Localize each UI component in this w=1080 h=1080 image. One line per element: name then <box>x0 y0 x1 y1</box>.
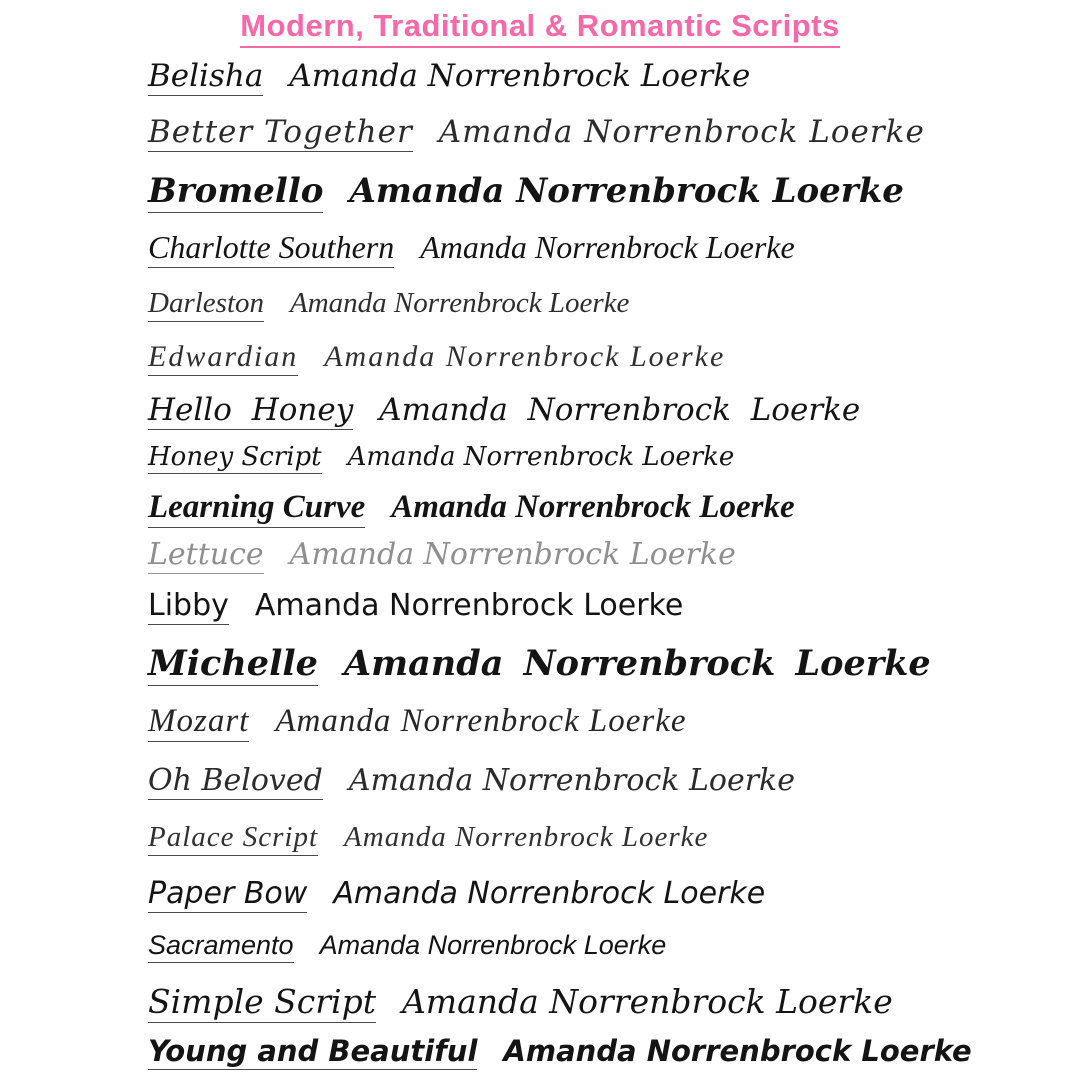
sample-text: Amanda Norrenbrock Loerke <box>347 442 735 472</box>
font-row-palace-script <box>148 821 1048 876</box>
sample-text: Amanda Norrenbrock Loerke <box>349 171 904 211</box>
sample-text: Amanda Norrenbrock Loerke <box>438 114 925 150</box>
font-name: Hello Honey <box>148 392 354 428</box>
font-name: Honey Script <box>148 442 322 472</box>
font-name: Edwardian <box>148 340 298 376</box>
sample-text: Amanda Norrenbrock Loerke <box>348 763 795 798</box>
font-row-michelle <box>148 643 1048 703</box>
page-title: Modern, Traditional & Romantic Scripts <box>240 8 839 48</box>
font-name: Lettuce <box>148 537 264 572</box>
font-name: Palace Script <box>148 821 318 856</box>
sample-text: Amanda Norrenbrock Loerke <box>289 537 736 572</box>
font-row-belisha <box>148 58 1048 114</box>
font-row-charlotte-southern <box>148 229 1048 287</box>
font-row-sacramento <box>148 930 1048 982</box>
font-row-darleston <box>148 287 1048 340</box>
font-name: Michelle <box>148 643 318 684</box>
font-row-libby <box>148 588 1048 643</box>
font-row-lettuce <box>148 537 1048 588</box>
font-name: Better Together <box>148 114 413 150</box>
sample-text: Amanda Norrenbrock Loerke <box>289 58 751 94</box>
font-row-oh-beloved <box>148 763 1048 821</box>
sample-text: Amanda Norrenbrock Loerke <box>420 229 795 265</box>
font-name: Libby <box>148 588 229 623</box>
title-wrap <box>0 0 1080 48</box>
font-name: Sacramento <box>148 930 294 963</box>
font-row-mozart <box>148 703 1048 763</box>
font-row-honey-script <box>148 442 1048 489</box>
sample-text: Amanda Norrenbrock Loerke <box>319 930 667 960</box>
sample-text: Amanda Norrenbrock Loerke <box>275 703 687 739</box>
sample-text: Amanda Norrenbrock Loerke <box>290 287 630 319</box>
font-row-better-together <box>148 114 1048 171</box>
font-row-learning-curve <box>148 489 1048 537</box>
font-name: Young and Beautiful <box>148 1034 478 1068</box>
sample-text: Amanda Norrenbrock Loerke <box>324 340 726 373</box>
font-name: Belisha <box>148 58 264 94</box>
font-name: Simple Script <box>148 982 376 1021</box>
sample-text: Amanda Norrenbrock Loerke <box>401 982 893 1021</box>
font-row-simple-script <box>148 982 1048 1034</box>
sample-text: Amanda Norrenbrock Loerke <box>344 821 709 853</box>
font-name: Mozart <box>148 703 249 742</box>
font-name: Charlotte Southern <box>148 229 394 268</box>
font-row-young-and-beautiful <box>148 1034 1048 1080</box>
font-row-hello-honey <box>148 392 1048 442</box>
sample-text: Amanda Norrenbrock Loerke <box>333 876 766 911</box>
sample-text: Amanda Norrenbrock Loerke <box>343 643 931 684</box>
sample-text: Amanda Norrenbrock Loerke <box>254 588 684 623</box>
font-name: Paper Bow <box>148 876 308 911</box>
font-specimen-list <box>148 58 1048 1080</box>
font-row-paper-bow <box>148 876 1048 930</box>
sample-text: Amanda Norrenbrock Loerke <box>503 1034 972 1068</box>
font-name: Bromello <box>148 171 324 211</box>
font-row-edwardian <box>148 340 1048 392</box>
font-name: Oh Beloved <box>148 763 323 798</box>
sample-text: Amanda Norrenbrock Loerke <box>391 489 795 525</box>
sample-text: Amanda Norrenbrock Loerke <box>379 392 861 428</box>
font-name: Darleston <box>148 287 264 322</box>
font-row-bromello <box>148 171 1048 229</box>
font-name: Learning Curve <box>148 489 365 528</box>
